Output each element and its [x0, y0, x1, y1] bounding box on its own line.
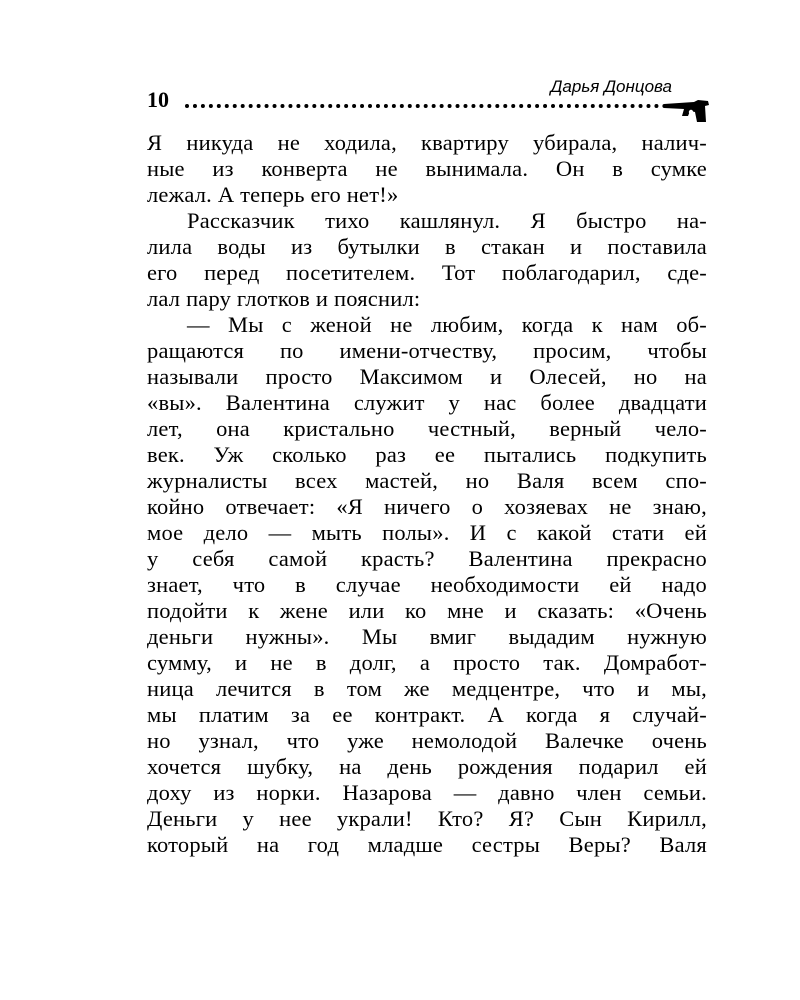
text-line: лила воды из бутылки в стакан и поставила: [147, 234, 707, 259]
text-line: ница лечится в том же медцентре, что и мы,: [147, 676, 707, 701]
pistol-icon: [664, 96, 710, 122]
text-line: Я никуда не ходила, квартиру убирала, налич-: [147, 130, 707, 155]
text-line: доху из норки. Назарова — давно член семьи.: [147, 780, 707, 805]
text-line: его перед посетителем. Тот поблагодарил, сде-: [147, 260, 707, 285]
text-line: ращаются по имени-отчеству, просим, чтобы: [147, 338, 707, 363]
text-line: лежал. А теперь его нет!»: [147, 182, 399, 207]
text-line: называли просто Максимом и Олесей, но на: [147, 364, 707, 389]
body-text: [147, 130, 707, 858]
text-line: лал пару глотков и пояснил:: [147, 286, 421, 311]
text-line: но узнал, что уже немолодой Валечке очень: [147, 728, 707, 753]
text-line: знает, что в случае необходимости ей надо: [147, 572, 707, 597]
page-number: 10: [147, 87, 169, 112]
text-line: сумму, и не в долг, а просто так. Домработ-: [147, 650, 707, 675]
text-line: ные из конверта не вынимала. Он в сумке: [147, 156, 707, 181]
text-line: хочется шубку, на день рождения подарил ей: [147, 754, 707, 779]
text-line: который на год младше сестры Веры? Валя: [147, 832, 707, 857]
text-line: подойти к жене или ко мне и сказать: «Очень: [147, 598, 707, 623]
text-line: у себя самой красть? Валентина прекрасно: [147, 546, 707, 571]
text-line: мы платим за ее контракт. А когда я случай-: [147, 702, 707, 727]
header-dotted-rule: [185, 104, 667, 108]
text-line: мое дело — мыть полы». И с какой стати ей: [147, 520, 707, 545]
running-header-author: Дарья Донцова: [550, 77, 672, 96]
text-line: журналисты всех мастей, но Валя всем спо-: [147, 468, 707, 493]
text-line: койно отвечает: «Я ничего о хозяевах не знаю,: [147, 494, 707, 519]
text-line: деньги нужны». Мы вмиг выдадим нужную: [147, 624, 707, 649]
text-line: «вы». Валентина служит у нас более двадцати: [147, 390, 707, 415]
text-line: лет, она кристально честный, верный чело-: [147, 416, 707, 441]
text-line: Деньги у нее украли! Кто? Я? Сын Кирилл,: [147, 806, 707, 831]
text-line: век. Уж сколько раз ее пытались подкупить: [147, 442, 707, 467]
text-line: — Мы с женой не любим, когда к нам об-: [187, 312, 707, 337]
text-line: Рассказчик тихо кашлянул. Я быстро на-: [187, 208, 707, 233]
